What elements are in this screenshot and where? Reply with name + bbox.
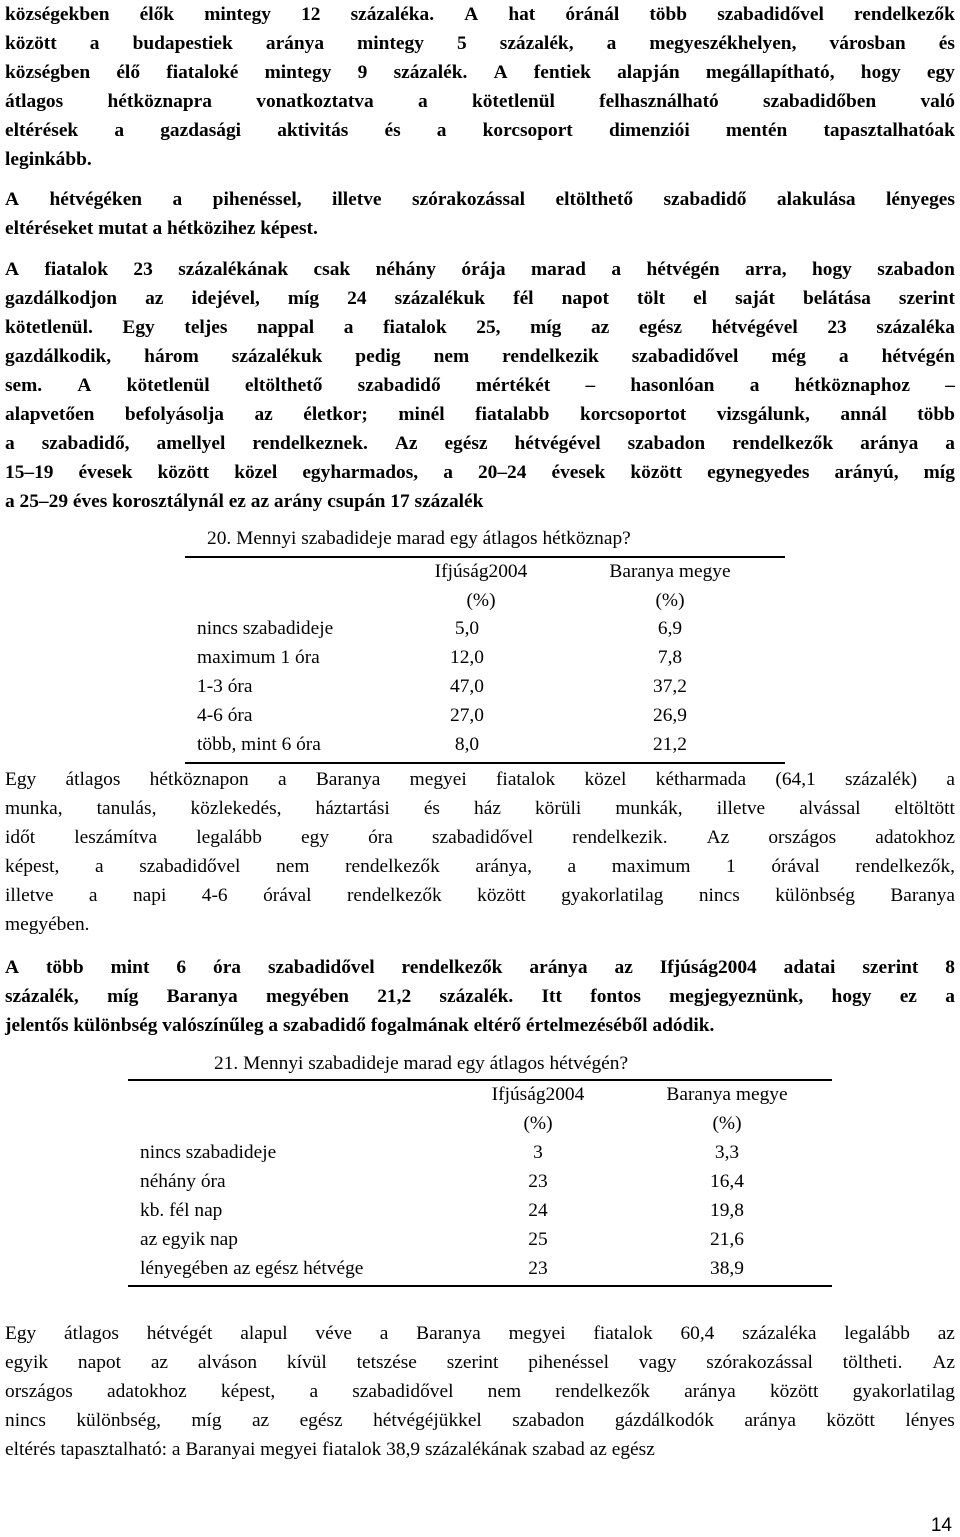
text-line: kötetlenül. Egy teljes nappal a fiatalok 25, míg az egész hétvégével 23 százaléka <box>5 317 955 338</box>
table-cell-baranya: 16,4 <box>710 1171 744 1192</box>
table-row-label: kb. fél nap <box>140 1200 223 1221</box>
text-line: Egy átlagos hétvégét alapul véve a Baranya megyei fiatalok 60,4 százaléka legalább az <box>5 1323 955 1344</box>
table-21-title-rule <box>128 1079 832 1081</box>
table-row-label: több, mint 6 óra <box>197 734 321 755</box>
paragraph-3 <box>5 255 955 516</box>
text-line: átlagos hétköznapra vonatkoztatva a kötetlenül felhasználható szabadidőben való <box>5 91 955 112</box>
table-cell-baranya: 19,8 <box>710 1200 744 1221</box>
text-line: munka, tanulás, közlekedés, háztartási és ház körüli munkák, illetve alvással eltöltött <box>5 798 955 819</box>
table-21-col1-header: Ifjúság2004 <box>491 1084 585 1105</box>
table-20-col1-header: Ifjúság2004 <box>434 561 528 582</box>
table-cell-ifjusag: 27,0 <box>450 705 484 726</box>
text-line: egyik napot az alváson kívül tetszése szerint pihenéssel vagy szórakozással töltheti. Az <box>5 1352 955 1373</box>
text-line: időt leszámítva legalább egy óra szabadidővel rendelkezik. Az országos adatokhoz <box>5 827 955 848</box>
table-cell-baranya: 21,2 <box>653 734 687 755</box>
table-cell-baranya: 3,3 <box>714 1142 740 1163</box>
table-21-col2-header: Baranya megye <box>666 1084 788 1105</box>
table-row-label: nincs szabadideje <box>197 618 334 639</box>
table-row-label: maximum 1 óra <box>197 647 320 668</box>
table-cell-ifjusag: 25 <box>528 1229 548 1250</box>
text-line: százalék, míg Baranya megyében 21,2 százalék. Itt fontos megjegyeznünk, hogy ez a <box>5 986 955 1007</box>
text-line: eltérés tapasztalható: a Baranyai megyei fiatalok 38,9 százalékának szabad az egész <box>5 1439 655 1460</box>
table-21-col2-header-unit: (%) <box>712 1113 742 1134</box>
table-20-bottom-rule <box>185 762 785 764</box>
table-cell-baranya: 7,8 <box>657 647 683 668</box>
table-20-col2-header: Baranya megye <box>609 561 731 582</box>
text-line: képest, a szabadidővel nem rendelkezők aránya, a maximum 1 órával rendelkezők, <box>5 856 955 877</box>
table-cell-baranya: 21,6 <box>710 1229 744 1250</box>
table-row-label: lényegében az egész hétvége <box>140 1258 364 1279</box>
text-line: a szabadidő, amellyel rendelkeznek. Az egész hétvégével szabadon rendelkezők aránya a <box>5 433 955 454</box>
text-line: illetve a napi 4-6 órával rendelkezők között gyakorlatilag nincs különbség Baranya <box>5 885 955 906</box>
table-cell-ifjusag: 24 <box>528 1200 548 1221</box>
paragraph-4 <box>5 765 955 939</box>
text-line: eltérések a gazdasági aktivitás és a korcsoport dimenziói mentén tapasztalhatóak <box>5 120 955 141</box>
paragraph-6 <box>5 1319 955 1464</box>
table-cell-ifjusag: 23 <box>528 1171 548 1192</box>
table-cell-baranya: 26,9 <box>653 705 687 726</box>
table-20-col1-header-unit: (%) <box>466 590 496 611</box>
table-21-col1-header-unit: (%) <box>523 1113 553 1134</box>
text-line: alapvetően befolyásolja az életkor; minél fiatalabb korcsoportot vizsgálunk, annál több <box>5 404 955 425</box>
text-line: a 25–29 éves korosztálynál ez az arány csupán 17 százalék <box>5 491 484 512</box>
table-cell-ifjusag: 23 <box>528 1258 548 1279</box>
table-20-title: 20. Mennyi szabadideje marad egy átlagos hétköznap? <box>207 528 631 549</box>
text-line: községekben élők mintegy 12 százaléka. A hat óránál több szabadidővel rendelkezők <box>5 4 955 25</box>
text-line: A több mint 6 óra szabadidővel rendelkezők aránya az Ifjúság2004 adatai szerint 8 <box>5 957 955 978</box>
text-line: megyében. <box>5 914 90 935</box>
table-row-label: az egyik nap <box>140 1229 238 1250</box>
text-line: nincs különbség, míg az egész hétvégéjükkel szabadon gázdálkodók aránya között lényes <box>5 1410 955 1431</box>
text-line: országos adatokhoz képest, a szabadidővel nem rendelkezők aránya között gyakorlatilag <box>5 1381 955 1402</box>
text-line: Egy átlagos hétköznapon a Baranya megyei fiatalok közel kétharmada (64,1 százalék) a <box>5 769 955 790</box>
table-cell-ifjusag: 12,0 <box>450 647 484 668</box>
table-cell-baranya: 37,2 <box>653 676 687 697</box>
table-cell-baranya: 38,9 <box>710 1258 744 1279</box>
table-cell-ifjusag: 3 <box>533 1142 543 1163</box>
table-21-bottom-rule <box>128 1285 832 1287</box>
text-line: sem. A kötetlenül eltölthető szabadidő mértékét – hasonlóan a hétköznaphoz – <box>5 375 955 396</box>
text-line: gazdálkodik, három százalékuk pedig nem rendelkezik szabadidővel még a hétvégén <box>5 346 955 367</box>
text-line: eltéréseket mutat a hétközihez képest. <box>5 218 318 239</box>
page-number: 14 <box>930 1515 952 1536</box>
table-row-label: néhány óra <box>140 1171 226 1192</box>
text-line: A hétvégéken a pihenéssel, illetve szórakozással eltölthető szabadidő alakulása lényeges <box>5 189 955 210</box>
table-row-label: 4-6 óra <box>197 705 253 726</box>
text-line: községben élő fiataloké mintegy 9 százalék. A fentiek alapján megállapítható, hogy egy <box>5 62 955 83</box>
paragraph-1 <box>5 0 955 174</box>
text-line: leginkább. <box>5 149 92 170</box>
text-line: jelentős különbség valószínűleg a szabadidő fogalmának eltérő értelmezéséből adódik. <box>5 1015 715 1036</box>
table-20-title-rule <box>185 556 785 558</box>
paragraph-5 <box>5 953 955 1040</box>
table-cell-baranya: 6,9 <box>657 618 683 639</box>
table-cell-ifjusag: 47,0 <box>450 676 484 697</box>
text-line: 15–19 évesek között közel egyharmados, a 20–24 évesek között egynegyedes arányú, míg <box>5 462 955 483</box>
table-cell-ifjusag: 5,0 <box>454 618 480 639</box>
text-line: között a budapestiek aránya mintegy 5 százalék, a megyeszékhelyen, városban és <box>5 33 955 54</box>
table-row-label: 1-3 óra <box>197 676 253 697</box>
table-row-label: nincs szabadideje <box>140 1142 277 1163</box>
table-20-col2-header-unit: (%) <box>655 590 685 611</box>
text-line: gazdálkodjon az idejével, míg 24 százalékuk fél napot tölt el saját belátása szerint <box>5 288 955 309</box>
text-line: A fiatalok 23 százalékának csak néhány órája marad a hétvégén arra, hogy szabadon <box>5 259 955 280</box>
table-cell-ifjusag: 8,0 <box>454 734 480 755</box>
table-21-title: 21. Mennyi szabadideje marad egy átlagos hétvégén? <box>214 1053 629 1074</box>
paragraph-2 <box>5 185 955 243</box>
